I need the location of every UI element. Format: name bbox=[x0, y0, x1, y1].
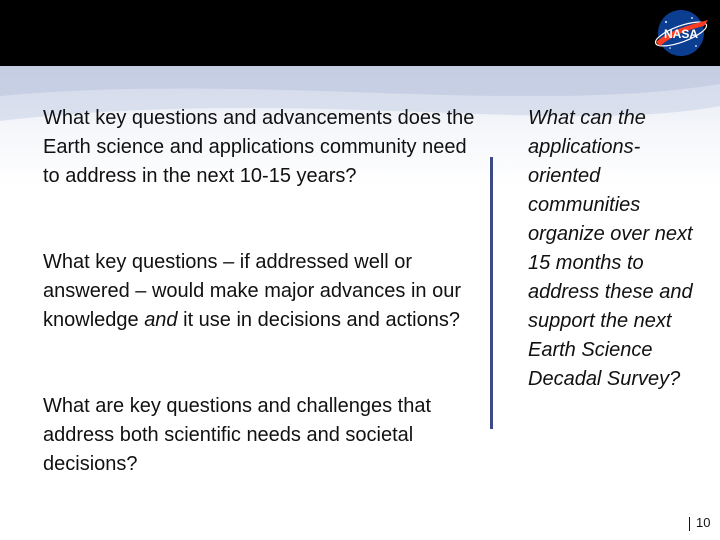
question-2-part-2: it use in decisions and actions? bbox=[177, 309, 460, 331]
right-question: What can the applications-oriented communities organize over next 15 months to address these and support the next Earth Science Decadal Survey? bbox=[528, 107, 693, 390]
question-3: What are key questions and challenges that address both scientific needs and societal decisions? bbox=[43, 395, 432, 475]
page-number-divider bbox=[689, 517, 690, 531]
nasa-logo-text: NASA bbox=[663, 27, 699, 41]
column-divider bbox=[490, 157, 493, 429]
header-bar bbox=[0, 0, 720, 66]
nasa-logo-icon bbox=[652, 8, 710, 58]
question-1: What key questions and advancements does the Earth science and applications community need to address in the next 10-15 years? bbox=[43, 107, 475, 187]
question-2-emphasis: and bbox=[144, 309, 178, 331]
page-number: 10 bbox=[696, 515, 711, 530]
question-2 bbox=[43, 248, 483, 335]
question-2-part-1: What key questions – if addressed well or answered – would make major advances in our knowledge bbox=[43, 251, 461, 331]
